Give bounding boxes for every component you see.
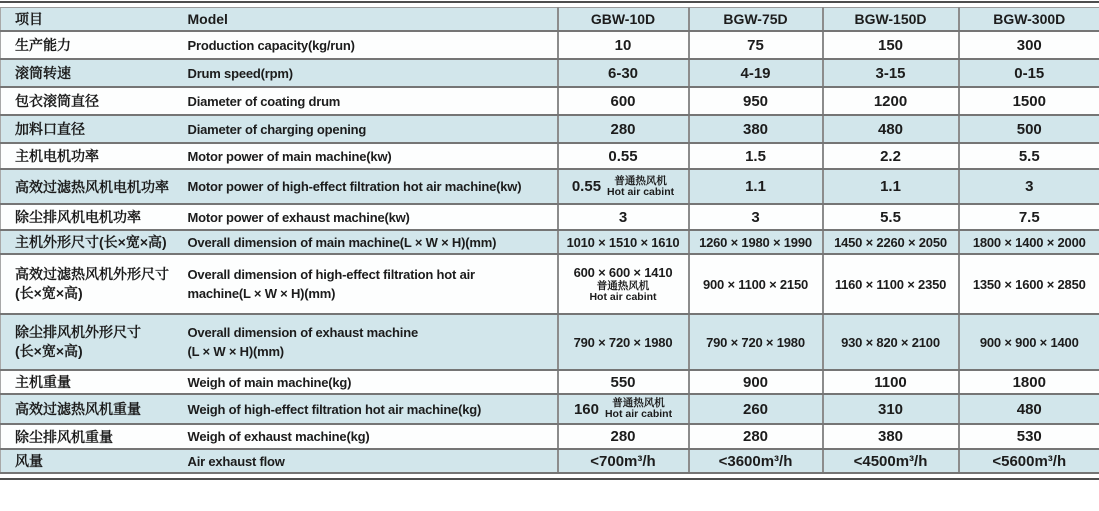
row-main-machine-dimensions xyxy=(1,230,1099,254)
value-cell: 600 xyxy=(558,87,689,115)
row-production-capacity xyxy=(1,31,1099,59)
cn-label: 主机电机功率 xyxy=(1,143,186,169)
cn-label: 除尘排风机重量 xyxy=(1,424,186,449)
value-cell-with-note xyxy=(558,169,689,204)
value-cell: 1.1 xyxy=(823,169,959,204)
value-cell: <700m³/h xyxy=(558,449,689,473)
row-main-motor-power xyxy=(1,143,1099,169)
row-main-machine-weight xyxy=(1,370,1099,394)
cn-label-line1: 高效过滤热风机外形尺寸 xyxy=(15,266,169,282)
en-label: Weigh of exhaust machine(kg) xyxy=(186,424,558,449)
header-row xyxy=(1,8,1099,32)
row-charging-opening-diameter xyxy=(1,115,1099,143)
spec-table-frame xyxy=(0,1,1099,480)
note-en: Hot air cabint xyxy=(604,408,673,420)
cn-label: 包衣滚筒直径 xyxy=(1,87,186,115)
en-label: Diameter of charging opening xyxy=(186,115,558,143)
value-cell: 6-30 xyxy=(558,59,689,87)
en-label-line2: machine(L × W × H)(mm) xyxy=(187,286,336,301)
note-en: Hot air cabint xyxy=(589,291,657,303)
value-cell: 1800 xyxy=(959,370,1099,394)
cn-label xyxy=(1,254,186,314)
value-cell: 1450 × 2260 × 2050 xyxy=(823,230,959,254)
cn-label: 加料口直径 xyxy=(1,115,186,143)
row-drum-speed xyxy=(1,59,1099,87)
value-main: 0.55 xyxy=(571,178,602,195)
value-cell: 380 xyxy=(823,424,959,449)
value-cell: 550 xyxy=(558,370,689,394)
value-cell: 1100 xyxy=(823,370,959,394)
row-exhaust-machine-weight xyxy=(1,424,1099,449)
value-cell: 900 × 1100 × 2150 xyxy=(689,254,823,314)
en-label-line2: (L × W × H)(mm) xyxy=(187,344,284,359)
header-item-label: 项目 xyxy=(1,8,186,32)
value-main: 160 xyxy=(573,400,599,418)
en-label: Motor power of main machine(kw) xyxy=(186,143,558,169)
value-cell: 3 xyxy=(959,169,1099,204)
value-cell: 2.2 xyxy=(823,143,959,169)
en-label: Motor power of exhaust machine(kw) xyxy=(186,204,558,230)
en-label: Drum speed(rpm) xyxy=(186,59,558,87)
en-label-line1: Overall dimension of exhaust machine xyxy=(187,325,418,340)
value-cell: 75 xyxy=(689,31,823,59)
cn-label: 主机重量 xyxy=(1,370,186,394)
value-cell: 900 × 900 × 1400 xyxy=(959,314,1099,370)
en-label xyxy=(186,254,558,314)
value-cell: 10 xyxy=(558,31,689,59)
header-model-bgw-75d: BGW-75D xyxy=(689,8,823,32)
header-model-bgw-300d: BGW-300D xyxy=(959,8,1099,32)
value-cell: 1200 xyxy=(823,87,959,115)
value-cell: 280 xyxy=(558,424,689,449)
value-cell: 790 × 720 × 1980 xyxy=(558,314,689,370)
cn-label: 生产能力 xyxy=(1,31,186,59)
value-cell: 480 xyxy=(959,394,1099,424)
cn-label: 风量 xyxy=(1,449,186,473)
note-cn: 普通热风机 xyxy=(612,397,665,409)
cn-label-line2: (长×宽×高) xyxy=(15,343,83,359)
header-model-gbw-10d: GBW-10D xyxy=(558,8,689,32)
value-cell: 7.5 xyxy=(959,204,1099,230)
cn-label-line2: (长×宽×高) xyxy=(15,285,83,301)
value-cell: 3-15 xyxy=(823,59,959,87)
en-label-line1: Overall dimension of high-effect filtration hot air xyxy=(187,267,475,282)
value-cell: 950 xyxy=(689,87,823,115)
value-cell: 380 xyxy=(689,115,823,143)
value-main: 600 × 600 × 1410 xyxy=(573,265,673,280)
value-cell: 1800 × 1400 × 2000 xyxy=(959,230,1099,254)
value-cell: 1160 × 1100 × 2350 xyxy=(823,254,959,314)
value-cell: 3 xyxy=(689,204,823,230)
row-exhaust-machine-dimensions xyxy=(1,314,1099,370)
cn-label xyxy=(1,314,186,370)
row-air-exhaust-flow xyxy=(1,449,1099,473)
cn-label: 除尘排风机电机功率 xyxy=(1,204,186,230)
en-label: Overall dimension of main machine(L × W × H)(mm) xyxy=(186,230,558,254)
value-cell: 900 xyxy=(689,370,823,394)
en-label: Weigh of high-effect filtration hot air machine(kg) xyxy=(186,394,558,424)
en-label: Production capacity(kg/run) xyxy=(186,31,558,59)
header-model-bgw-150d: BGW-150D xyxy=(823,8,959,32)
note-cn: 普通热风机 xyxy=(596,280,650,292)
value-cell: 150 xyxy=(823,31,959,59)
note-cn: 普通热风机 xyxy=(614,174,667,187)
value-cell-with-note xyxy=(558,394,689,424)
en-label: Motor power of high-effect filtration hot air machine(kw) xyxy=(186,169,558,204)
value-cell: 5.5 xyxy=(823,204,959,230)
value-cell: 260 xyxy=(689,394,823,424)
value-cell: 480 xyxy=(823,115,959,143)
value-cell: 530 xyxy=(959,424,1099,449)
en-label: Air exhaust flow xyxy=(186,449,558,473)
en-label xyxy=(186,314,558,370)
cn-label: 主机外形尺寸(长×宽×高) xyxy=(1,230,186,254)
value-cell: 300 xyxy=(959,31,1099,59)
value-cell: <3600m³/h xyxy=(689,449,823,473)
value-cell: 930 × 820 × 2100 xyxy=(823,314,959,370)
value-cell: 0.55 xyxy=(558,143,689,169)
header-model-label: Model xyxy=(186,8,558,32)
cn-label: 高效过滤热风机重量 xyxy=(1,394,186,424)
value-cell: 500 xyxy=(959,115,1099,143)
value-cell: <4500m³/h xyxy=(823,449,959,473)
row-hot-air-machine-weight xyxy=(1,394,1099,424)
value-cell-with-note xyxy=(558,254,689,314)
row-hot-air-machine-dimensions xyxy=(1,254,1099,314)
value-cell: 1.1 xyxy=(689,169,823,204)
value-cell: 790 × 720 × 1980 xyxy=(689,314,823,370)
value-cell: 310 xyxy=(823,394,959,424)
en-label: Weigh of main machine(kg) xyxy=(186,370,558,394)
row-coating-drum-diameter xyxy=(1,87,1099,115)
value-cell: <5600m³/h xyxy=(959,449,1099,473)
machine-spec-table xyxy=(0,7,1099,474)
cn-label-line1: 除尘排风机外形尺寸 xyxy=(15,324,141,340)
value-cell: 1010 × 1510 × 1610 xyxy=(558,230,689,254)
row-hot-air-motor-power xyxy=(1,169,1099,204)
note-en: Hot air cabint xyxy=(607,185,675,198)
value-cell: 1260 × 1980 × 1990 xyxy=(689,230,823,254)
value-cell: 1500 xyxy=(959,87,1099,115)
value-cell: 1350 × 1600 × 2850 xyxy=(959,254,1099,314)
row-exhaust-motor-power xyxy=(1,204,1099,230)
value-cell: 0-15 xyxy=(959,59,1099,87)
value-cell: 3 xyxy=(558,204,689,230)
value-cell: 4-19 xyxy=(689,59,823,87)
value-cell: 280 xyxy=(689,424,823,449)
value-cell: 1.5 xyxy=(689,143,823,169)
value-cell: 5.5 xyxy=(959,143,1099,169)
value-cell: 280 xyxy=(558,115,689,143)
cn-label: 高效过滤热风机电机功率 xyxy=(1,169,186,204)
en-label: Diameter of coating drum xyxy=(186,87,558,115)
cn-label: 滚筒转速 xyxy=(1,59,186,87)
